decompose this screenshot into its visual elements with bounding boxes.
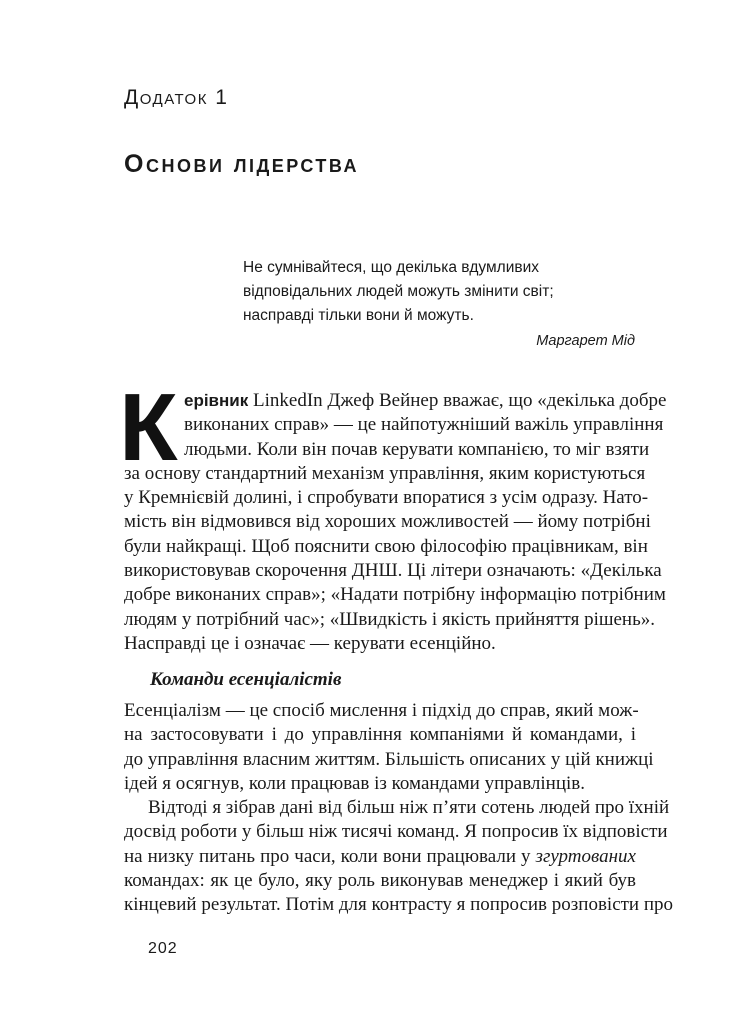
appendix-label: Додаток 1 — [124, 86, 229, 109]
paragraph-line: Відтоді я зібрав дані від більш ніж п’яти сотень людей про їхній — [148, 797, 670, 818]
section-paragraph-2 — [124, 796, 674, 917]
paragraph-line: ідей я осягнув, коли працював із командами управлінців. — [124, 772, 586, 794]
paragraph-line: до управління власним життям. Більшість описаних у цій книжці — [124, 748, 654, 770]
paragraph-line: використовував скорочення ДНШ. Ці літери означають: «Декілька — [124, 560, 662, 582]
section-heading: Команди есенціалістів — [150, 669, 342, 690]
paragraph-line: людям у потрібний час»; «Швидкість і якість прийняття рішень». — [124, 608, 655, 630]
paragraph-line: людьми. Коли він почав керувати компанією, то міг взяти — [184, 438, 650, 460]
paragraph-line: мість він відмовився від хороших можливостей — йому потрібні — [124, 511, 651, 533]
paragraph-line: ерівник LinkedIn Джеф Вейнер вважає, що «декілька добре — [184, 390, 667, 411]
paragraph-line: кінцевий результат. Потім для контрасту я попросив розповісти про — [124, 894, 674, 916]
epigraph-line: Не сумнівайтеся, що декілька вдумливих — [243, 259, 539, 276]
intro-paragraph — [124, 389, 667, 656]
page-number: 202 — [148, 940, 178, 957]
paragraph-line: командах: як це було, яку роль виконував менеджер і який був — [124, 869, 636, 891]
epigraph — [243, 256, 635, 328]
paragraph-line: були найкращі. Щоб пояснити свою філософію працівникам, він — [124, 535, 648, 557]
epigraph-line: відповідальних людей можуть змінити світ; — [243, 283, 554, 300]
paragraph-line: Есенціалізм — це спосіб мислення і підхід до справ, який мож- — [124, 700, 639, 721]
paragraph-line: досвід роботи у більш ніж тисячі команд. Я попросив їх відповісти — [124, 821, 668, 843]
paragraph-line: виконаних справ» — це найпотужніший важіль управління — [184, 414, 664, 436]
section-paragraph-1 — [124, 699, 654, 796]
paragraph-line: у Кремнієвій долині, і спробувати впоратися з усім одразу. Нато- — [124, 487, 649, 509]
chapter-title: Основи лідерства — [124, 150, 359, 178]
paragraph-line: на низку питань про часи, коли вони працювали у згуртованих — [124, 845, 636, 867]
paragraph-line: добре виконаних справ»; «Надати потрібну інформацію потрібним — [124, 584, 666, 606]
paragraph-line: за основу стандартний механізм управління, яким користуються — [124, 462, 646, 484]
epigraph-line: насправді тільки вони й можуть. — [243, 307, 474, 324]
emphasis-word: згуртованих — [535, 845, 636, 867]
lead-word: ерівник — [184, 391, 249, 410]
drop-cap: К — [119, 374, 178, 481]
paragraph-line: на застосовувати і до управління компаніями й командами, і — [124, 724, 636, 746]
paragraph-line: Насправді це і означає — керувати есенційно. — [124, 632, 496, 654]
epigraph-author: Маргарет Мід — [536, 333, 635, 349]
